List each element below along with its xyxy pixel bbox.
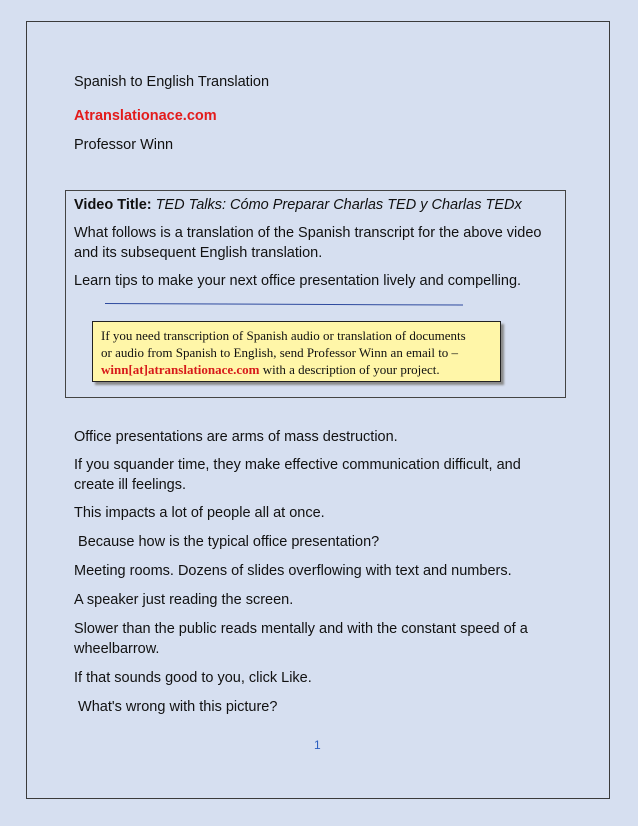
body-line: Meeting rooms. Dozens of slides overflowing with text and numbers.: [74, 563, 512, 579]
body-line: create ill feelings.: [74, 477, 187, 493]
site-name[interactable]: Atranslationace.com: [74, 108, 217, 124]
author-name: Professor Winn: [74, 137, 174, 153]
notice-line-2: or audio from Spanish to English, send Professor Winn an email to –: [101, 345, 459, 360]
intro-line-1: What follows is a translation of the Spanish transcript for the above video: [74, 225, 542, 241]
tip-line: Learn tips to make your next office presentation lively and compelling.: [74, 273, 522, 289]
video-title: [74, 195, 559, 216]
body-line: Slower than the public reads mentally and with the constant speed of a: [74, 621, 528, 637]
contact-notice: [92, 321, 501, 382]
notice-line-1: If you need transcription of Spanish audio or translation of documents: [101, 328, 466, 343]
page-number: 1: [314, 738, 321, 752]
divider-rule: [105, 303, 463, 306]
contact-email[interactable]: winn[at]atranslationace.com: [101, 362, 260, 377]
body-line: Office presentations are arms of mass destruction.: [74, 429, 398, 445]
body-line: Because how is the typical office presentation?: [74, 534, 380, 550]
body-line: If you squander time, they make effective communication difficult, and: [74, 457, 521, 473]
notice-line-3-rest: with a description of your project.: [259, 362, 440, 377]
document-title: Spanish to English Translation: [74, 74, 270, 90]
body-line: If that sounds good to you, click Like.: [74, 670, 312, 686]
body-line: This impacts a lot of people all at once.: [74, 505, 325, 521]
notice-line-3: [101, 361, 492, 378]
video-info-box: [65, 190, 566, 398]
intro-line-2: and its subsequent English translation.: [74, 245, 323, 261]
video-title-label: Video Title:: [74, 197, 152, 213]
video-title-text: TED Talks: Cómo Preparar Charlas TED y Charlas TEDx: [155, 197, 522, 213]
body-line: What's wrong with this picture?: [74, 699, 278, 715]
body-line: A speaker just reading the screen.: [74, 592, 294, 608]
body-line: wheelbarrow.: [74, 641, 160, 657]
